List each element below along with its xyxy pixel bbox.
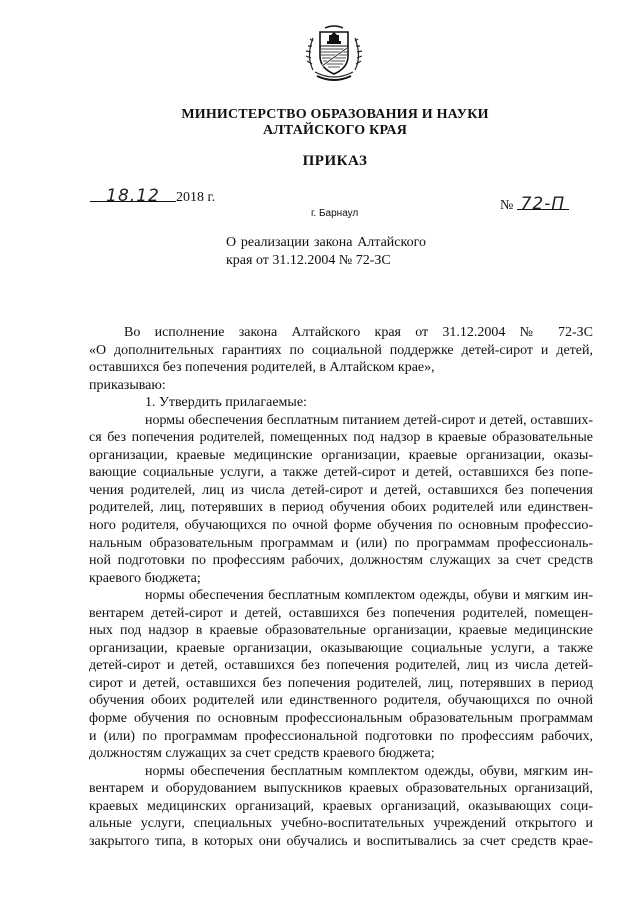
city-label: г. Барнаул — [311, 208, 359, 219]
number-sign: № — [500, 198, 514, 213]
body-line: родителей, лиц, потерявших в период обучения обоих родителей или единствен- — [89, 500, 593, 516]
coat-of-arms-emblem — [303, 22, 365, 86]
body-line: чения родителей, лиц из числа детей-сирот и детей, оставшихся без попечения — [89, 482, 593, 498]
date-year: 2018 г. — [176, 190, 216, 205]
order-date — [90, 186, 215, 206]
body-line: «О дополнительных гарантиях по социальной поддержке детей-сирот и детей, — [89, 342, 593, 358]
body-line: нормы обеспечения бесплатным питанием детей-сирот и детей, оставших- — [145, 412, 593, 428]
body-line: нальным образовательным программам и (или) по программам профессиональ- — [89, 535, 593, 551]
body-line: оставшихся без попечения родителей, в Алтайском крае», — [89, 360, 435, 376]
number-field — [517, 194, 569, 214]
date-field — [90, 186, 176, 206]
body-line: ной подготовки по профессиям рабочих, должностям служащих за счет средств — [89, 553, 593, 569]
body-line: приказываю: — [89, 377, 166, 393]
document-type-title: ПРИКАЗ — [302, 153, 368, 169]
body-line: вентарем и оборудованием выпускников краевых образовательных организаций, — [89, 781, 593, 797]
body-line: ных под надзор в краевые образовательные организации, краевые медицинские — [89, 623, 593, 639]
body-line: и (или) по программам профессиональной подготовки по профессиям рабочих, — [89, 728, 593, 744]
body-line: детей-сирот и детей, оставшихся без попечения родителей, лиц из числа детей- — [89, 658, 593, 674]
body-line: сирот и детей, оставшихся без попечения родителей, лиц, потерявших в период — [89, 675, 593, 691]
body-line: альные услуги, специальных учебно-воспитательных учреждений открытого и — [89, 816, 593, 832]
ministry-name-line1: МИНИСТЕРСТВО ОБРАЗОВАНИЯ И НАУКИ — [181, 107, 489, 122]
handwritten-number: 72-П — [520, 194, 566, 214]
ministry-name — [150, 107, 520, 139]
body-line: форме обучения по основным профессиональным образовательным программам — [89, 711, 593, 727]
ministry-name-line2: АЛТАЙСКОГО КРАЯ — [262, 123, 408, 138]
order-body — [89, 324, 593, 850]
order-number — [500, 194, 569, 214]
body-line: ся без попечения родителей, помещенных под надзор в краевые образовательные — [89, 430, 593, 446]
body-line: обучения обоих родителей или единственного родителя, обучающихся по очной — [89, 693, 593, 709]
body-line: Во исполнение закона Алтайского края от 31.12.2004 № 72-ЗС — [124, 325, 593, 340]
body-line: ного родителя, обучающихся по очной форме обучения по основным профессио- — [89, 518, 593, 534]
body-line: организации, краевые медицинские организации, краевые организации, оказы- — [89, 447, 593, 463]
body-line: краевого бюджета; — [89, 570, 201, 586]
body-line: должностям служащих за счет средств краевого бюджета; — [89, 746, 435, 762]
body-line: нормы обеспечения бесплатным комплектом одежды, обуви, мягким ин- — [145, 763, 593, 779]
body-line: краевых медицинских организаций, краевых организаций, оказывающих соци- — [89, 798, 593, 814]
order-subject — [226, 234, 426, 270]
subject-line2: края от 31.12.2004 № 72-ЗС — [226, 253, 391, 268]
subject-line1: О реализации закона Алтайского — [226, 235, 426, 250]
body-line: нормы обеспечения бесплатным комплектом одежды, обуви и мягким ин- — [145, 588, 593, 604]
body-line: вентарем детей-сирот и детей, оставшихся без попечения родителей, помещен- — [89, 605, 593, 621]
body-line: закрытого типа, в которых они обучались и воспитывались за счет средств крае- — [89, 833, 593, 849]
body-line: 1. Утвердить прилагаемые: — [145, 395, 307, 411]
handwritten-date: 18.12 — [106, 186, 160, 206]
body-line: организации, краевые организации, оказывающие социальные услуги, а также — [89, 640, 593, 656]
body-line: вающие социальные услуги, а также детей-сирот и детей, оставшихся без попе- — [89, 465, 593, 481]
